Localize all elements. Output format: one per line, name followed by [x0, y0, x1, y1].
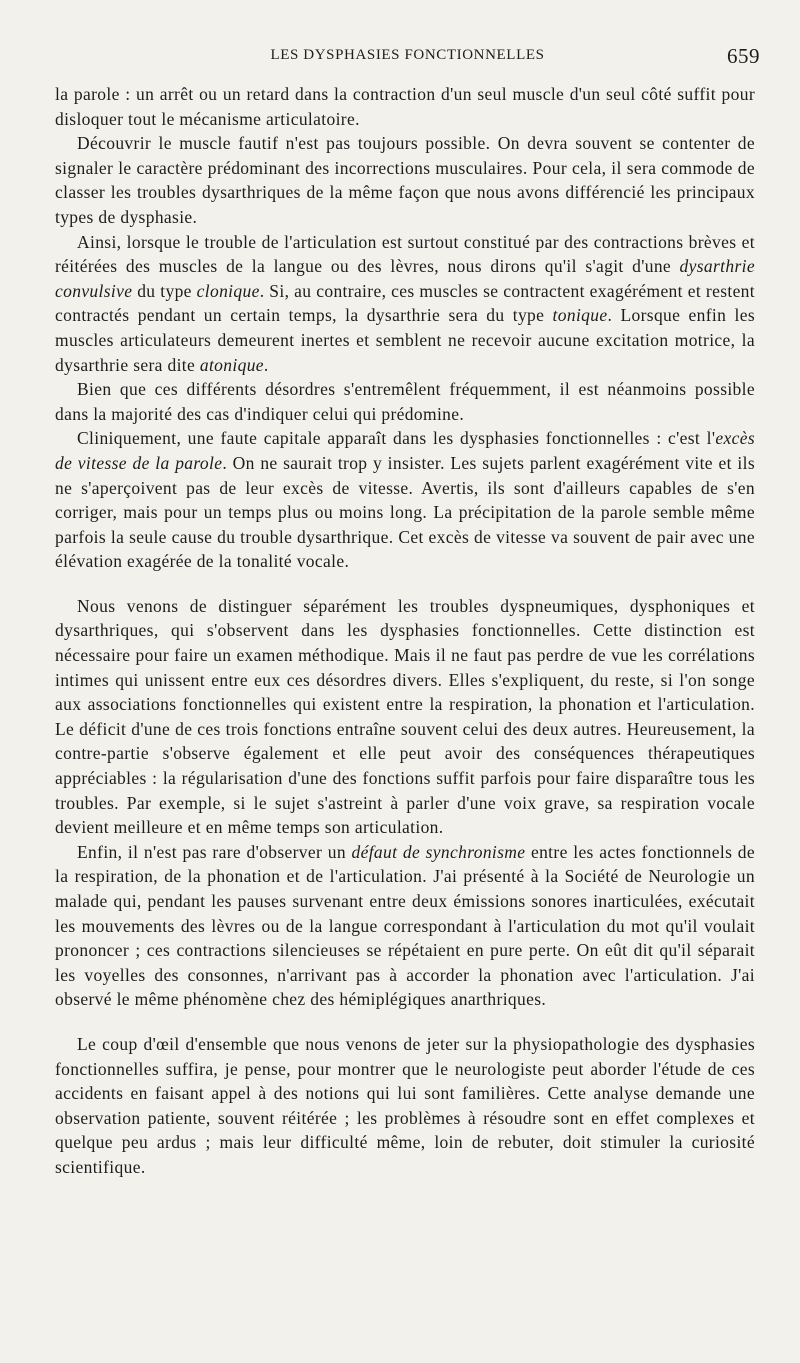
text-run: . Si, au contraire, ces muscles se contractent exagérément et restent contractés pendant un certain temps, la dysarthrie sera du type: [55, 280, 755, 326]
page-number: 659: [727, 44, 760, 68]
paragraph-muscle-fautif: [55, 131, 755, 229]
text-run: . On ne saurait trop y insister. Les sujets parlent exagérément vite et ils ne s'aperçoivent pas de leur excès de vitesse. Avertis, ils sont d'ailleurs capables de s'en corriger, mais pour un temps plus ou moins long. La précipitation de la parole semble même parfois la seule cause du trouble dysarthrique. Cet excès de vitesse va souvent de pair avec une élévation exagérée de la tonalité vocale.: [55, 452, 756, 572]
text-run: .: [263, 354, 269, 375]
text-run: Le coup d'œil d'ensemble que nous venons de jeter sur la physiopathologie des dysphasies fonctionnelles suffira, je pense, pour montrer que le neurologiste peut aborder l'étude de ces accidents en faisant appel à des notions qui lui sont familières. Cette analyse demande une observation patiente, souvent réitérée ; les problèmes à résoudre sont en effet complexes et quelque peu ardus ; mais leur difficulté même, loin de rebuter, doit stimuler la curiosité scientifique.: [55, 1033, 755, 1177]
text-run: entre les actes fonctionnels de la respiration, de la phonation et de l'articulation. J'ai présenté à la Société de Neurologie un malade qui, pendant les pauses survenant entre deux émissions sonores inarticulées, exécutait les mouvements des lèvres ou de la langue correspondant à l'articulation du mot qu'il voulait prononcer ; ces contractions silencieuses se répétaient en pure perte. On eût dit qu'il séparait les voyelles des consonnes, n'arrivant pas à accorder la phonation avec l'articulation. J'ai observé le même phénomène chez des hémiplégiques anarthriques.: [55, 841, 755, 1010]
text-run: la parole : un arrêt ou un retard dans la contraction d'un seul muscle d'un seul côté suffit pour disloquer tout le mécanisme articulatoire.: [55, 84, 755, 129]
paragraph-synchronisme: [55, 840, 755, 1012]
italic-term: excès de vitesse de la parole: [55, 428, 755, 473]
italic-term: tonique: [552, 305, 608, 326]
paragraph-correlations: [55, 594, 755, 840]
italic-term: défaut de synchronisme: [351, 841, 526, 862]
italic-term: clonique: [196, 280, 260, 301]
paragraph-conclusion: [55, 1032, 755, 1180]
text-run: . Lorsque enfin les muscles articulateurs demeurent inertes et semblent ne recevoir aucune excitation motrice, la dysarthrie sera dite: [55, 305, 755, 375]
running-title: LES DYSPHASIES FONCTIONNELLES: [270, 47, 545, 63]
text-run: Découvrir le muscle fautif n'est pas toujours possible. On devra souvent se contenter de signaler le caractère prédominant des incorrections musculaires. Pour cela, il sera commode de classer les troubles dysarthriques de la même façon que nous avons différencié les principaux types de dysphasie.: [55, 133, 755, 227]
text-run: Nous venons de distinguer séparément les troubles dyspneumiques, dysphoniques et dysarthriques, qui s'observent dans les dysphasies fonctionnelles. Cette distinction est nécessaire pour faire un examen méthodique. Mais il ne faut pas perdre de vue les corrélations intimes qui unissent entre eux ces désordres divers. Elles s'expliquent, du reste, si l'on songe aux associations fonctionnelles qui existent entre la respiration, la phonation et l'articulation. Le déficit d'une de ces trois fonctions entraîne souvent celui des deux autres. Heureusement, la contre-partie s'observe également et elle peut avoir des conséquences thérapeutiques appréciables : la régularisation d'une des fonctions suffit parfois pour faire disparaître tous les troubles. Par exemple, si le sujet s'astreint à parler d'une voix grave, sa respiration vocale devient meilleure et en même temps son articulation.: [55, 595, 755, 838]
italic-term: atonique: [199, 354, 264, 375]
running-head: [55, 44, 760, 68]
paragraph-desordres: [55, 377, 755, 426]
text-run: Bien que ces différents désordres s'entremêlent fréquemment, il est néanmoins possible dans la majorité des cas d'indiquer celui qui prédomine.: [55, 379, 755, 424]
paragraph-continuation: [55, 82, 755, 131]
text-run: Cliniquement, une faute capitale apparaît dans les dysphasies fonctionnelles : c'est l': [77, 428, 716, 449]
paragraph-exces-vitesse: [55, 426, 755, 574]
text-run: Ainsi, lorsque le trouble de l'articulation est surtout constitué par des contractions brèves et réitérées des muscles de la langue ou des lèvres, nous dirons qu'il s'agit d'une: [55, 231, 755, 277]
text-run: Enfin, il n'est pas rare d'observer un: [77, 841, 352, 862]
text-run: du type: [132, 280, 197, 301]
paragraph-types-dysarthrie: [55, 230, 755, 378]
italic-term: dysarthrie convulsive: [55, 256, 755, 301]
body-text: [55, 82, 755, 1180]
